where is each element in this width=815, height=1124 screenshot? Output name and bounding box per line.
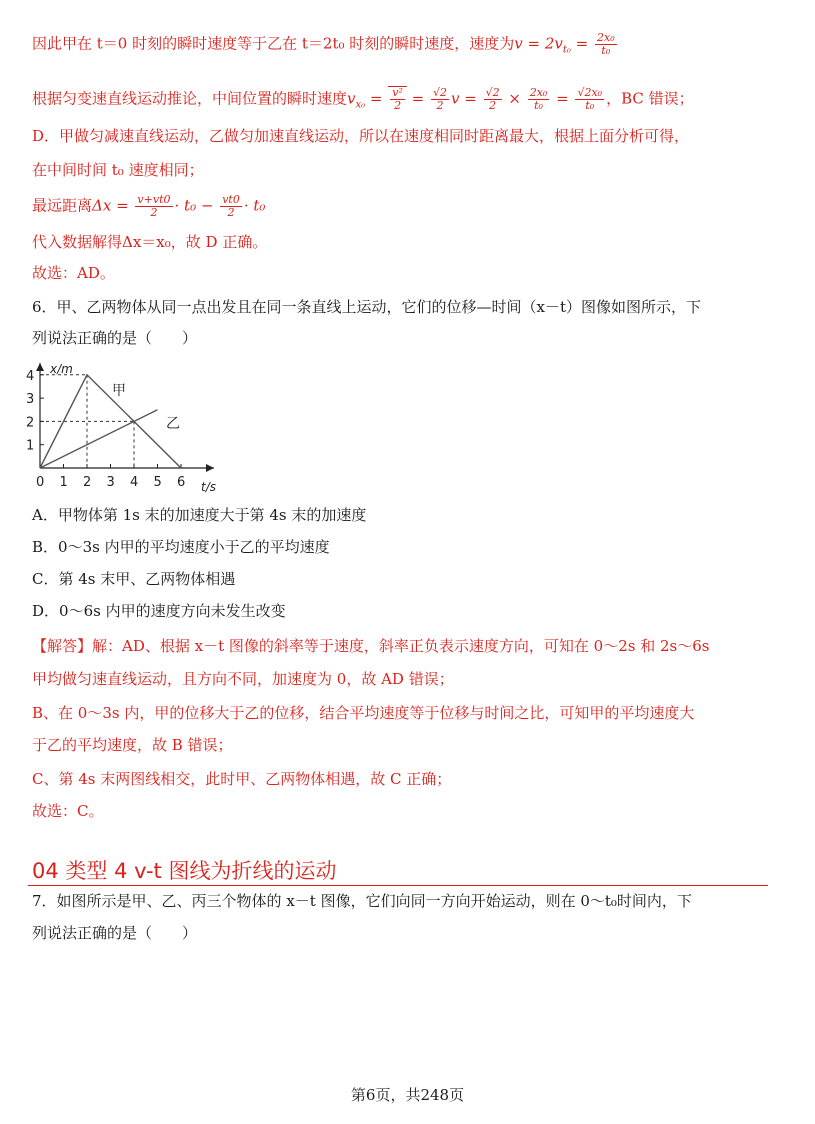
y-axis-label: x/m [50,362,73,376]
solution-line-5: 最远距离Δx = $\frac{v+vt0}{2}$ · t₀ − $\frac{vt0}{2}$ · t₀ [32,193,266,219]
x-tick-label-1: 1 [59,475,68,490]
solution-line-7: 故选：AD。 [32,264,115,282]
y-tick-label-3: 3 [26,392,35,408]
solution-line-1: 因此甲在 t＝0 时刻的瞬时速度等于乙在 t＝2t₀ 时刻的瞬时速度，速度为$v = 2v_{t_0}$ = $\frac{\text{2x₀}}{\text{t₀}}$ [32,31,615,57]
x-tick-label-0: 0 [36,475,45,490]
y-tick-label-1: 1 [26,438,35,454]
q6-option-d: D．0～6s 内甲的速度方向未发生改变 [32,602,286,620]
q6-stem-line-1: 6．甲、乙两物体从同一点出发且在同一条直线上运动，它们的位移—时间（x－t）图像如图所示，下 [32,298,702,316]
x-tick-label-6: 6 [177,475,186,490]
q6-answer-line-5: C、第 4s 末两图线相交，此时甲、乙两物体相遇，故 C 正确； [32,770,452,788]
x-tick-label-5: 5 [153,475,162,490]
q6-option-b: B．0～3s 内甲的平均速度小于乙的平均速度 [32,538,330,556]
x-axis-label: t/s [201,480,216,494]
q6-answer-line-3: B、在 0～3s 内，甲的位移大于乙的位移，结合平均速度等于位移与时间之比，可知甲的平均速度大 [32,704,695,722]
solution-line-4: 在中间时间 t₀ 速度相同； [32,161,204,179]
section-heading: 04 类型 4 v-t 图线为折线的运动 [32,859,337,883]
x-tick-label-2: 2 [83,475,92,490]
q7-stem-line-2: 列说法正确的是（ ） [32,924,198,942]
series-line-0 [40,375,181,468]
q6-answer-line-4: 于乙的平均速度，故 B 错误； [32,736,233,754]
q6-answer-line-6: 故选：C。 [32,802,104,820]
x-tick-label-3: 3 [106,475,115,490]
series-label-0: 甲 [112,383,126,399]
solution-line-2: 根据匀变速直线运动推论，中间位置的瞬时速度$v_{x_0}$ = $\frac{\text{v²}}{2}$ = $\frac{√2}{2}$ v = $\frac{√2}{2}$ × $\frac{\text{2x₀}}{\text{t₀}}$ = $\frac{\text{√2x₀}}{\text{t₀}}$ ，BC 错误； [32,86,694,112]
series-label-1: 乙 [166,416,180,432]
xt-graph [18,355,228,505]
series-line-1 [40,410,158,468]
x-tick-label-4: 4 [130,475,139,490]
q6-stem-line-2: 列说法正确的是（ ） [32,329,198,347]
solution-line-6: 代入数据解得Δx＝x₀，故 D 正确。 [32,233,268,251]
x-axis-arrow [206,464,214,472]
y-axis-arrow [36,363,44,371]
q6-answer-line-2: 甲均做匀速直线运动，且方向不同，加速度为 0，故 AD 错误； [32,670,454,688]
q6-option-c: C．第 4s 末甲、乙两物体相遇 [32,570,236,588]
y-tick-label-2: 2 [26,415,35,431]
y-tick-label-4: 4 [26,368,35,384]
page-footer: 第6页，共248页 [350,1086,465,1104]
q7-stem-line-1: 7．如图所示是甲、乙、丙三个物体的 x－t 图像，它们向同一方向开始运动，则在 0～t₀时间内，下 [32,892,692,910]
q6-option-a: A．甲物体第 1s 末的加速度大于第 4s 末的加速度 [32,506,367,524]
solution-line-3: D．甲做匀减速直线运动，乙做匀加速直线运动，所以在速度相同时距离最大，根据上面分析可得， [32,127,690,145]
q6-answer-line-1: 【解答】解：AD、根据 x－t 图像的斜率等于速度，斜率正负表示速度方向，可知在 0～2s 和 2s～6s [32,637,710,655]
section-divider [28,885,768,886]
answer-tag: 【解答】 [32,637,93,655]
